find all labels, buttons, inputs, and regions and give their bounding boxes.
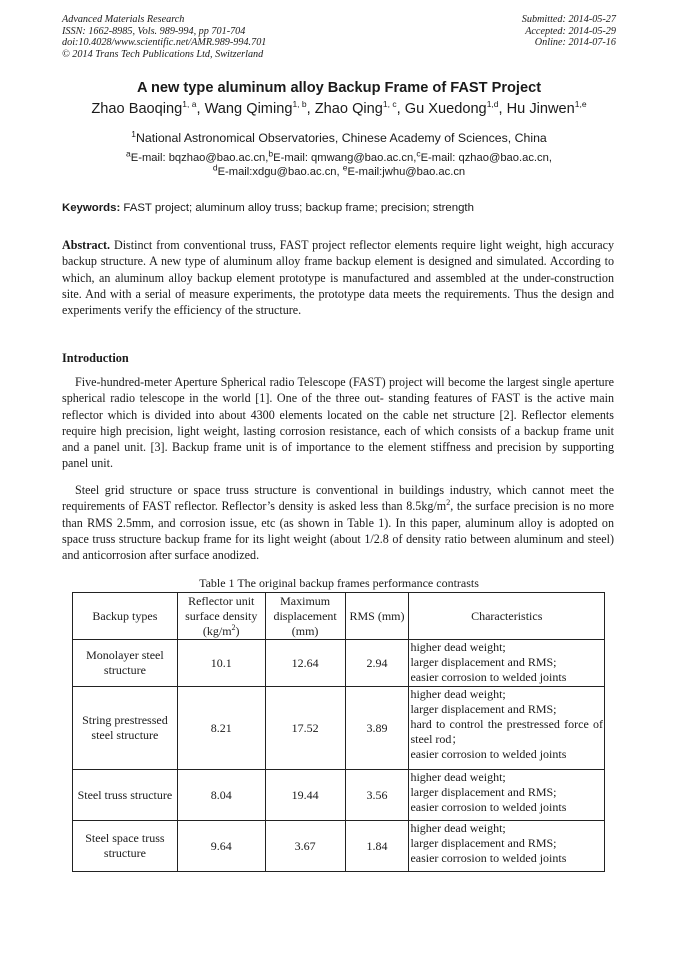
cell-characteristics: higher dead weight; larger displacement and RMS; easier corrosion to welded joints <box>409 640 605 687</box>
online-date: Online: 2014-07-16 <box>534 37 616 48</box>
cell-density: 8.04 <box>177 770 265 821</box>
cell-type: Monolayer steel structure <box>73 640 178 687</box>
table-caption: Table 1 The original backup frames performance contrasts <box>199 576 479 590</box>
author-list <box>0 101 678 117</box>
accepted-date: Accepted: 2014-05-29 <box>525 25 616 37</box>
author: Zhao Qing$^{1, c}$, <box>314 99 405 117</box>
cell-density: 9.64 <box>177 821 265 872</box>
cell-displacement: 12.64 <box>265 640 345 687</box>
table-header-row <box>73 593 605 640</box>
intro-paragraph-2: Steel grid structure or space truss structure is conventional in buildings industry, which cannot meet the requirements of FAST reflector. Reflector’s density is asked less than $8.5kg/m^2$, the surface precision is no more than RMS 2.5mm, and corrosion issue, etc (as shown in Table 1). In this paper, aluminum alloy is adopted on space truss structure backup frame for its light weight (about 1/2.8 of density ratio between aluminum and steel) and anticorrosion after surface anodized. <box>62 483 614 563</box>
header-rms: RMS (mm) <box>345 593 409 640</box>
email-line-2: $^d$E-mail:xdgu@bao.ac.cn, $^e$E-mail:jwhu@bao.ac.cn <box>212 162 466 178</box>
affiliation: $^1$National Astronomical Observatories, Chinese Academy of Sciences, China <box>131 128 547 145</box>
abstract <box>62 237 614 318</box>
cell-density: 8.21 <box>177 687 265 770</box>
cell-displacement: 19.44 <box>265 770 345 821</box>
cell-rms: 1.84 <box>345 821 409 872</box>
cell-characteristics: higher dead weight; larger displacement and RMS; hard to control the prestressed force of steel rod； easier corrosion to welded joints <box>409 687 605 770</box>
cell-rms: 2.94 <box>345 640 409 687</box>
cell-type: Steel truss structure <box>73 770 178 821</box>
cell-type: String prestressed steel structure <box>73 687 178 770</box>
copyright-line: © 2014 Trans Tech Publications Ltd, Switzerland <box>62 48 264 60</box>
header-left <box>62 14 266 60</box>
cell-characteristics: higher dead weight; larger displacement and RMS; easier corrosion to welded joints <box>409 770 605 821</box>
doi-line: doi:10.4028/www.scientific.net/AMR.989-994.701 <box>62 37 267 48</box>
email-link[interactable]: E-mail:xdgu@bao.ac.cn, <box>217 166 343 178</box>
section-heading-introduction: Introduction <box>62 351 129 365</box>
cell-displacement: 3.67 <box>265 821 345 872</box>
author: Wang Qiming$^{1, b}$, <box>204 99 315 117</box>
cell-rms: 3.89 <box>345 687 409 770</box>
issn-line: ISSN: 1662-8985, Vols. 989-994, pp 701-704 <box>62 25 246 37</box>
table-row <box>73 821 605 872</box>
header-density: Reflector unit surface density $(kg/m^2)$ <box>177 593 265 640</box>
header-backup-types: Backup types <box>73 593 178 640</box>
cell-type: Steel space truss structure <box>73 821 178 872</box>
journal-name: Advanced Materials Research <box>62 14 185 25</box>
cell-rms: 3.56 <box>345 770 409 821</box>
abstract-label: Abstract. <box>62 238 111 252</box>
email-link[interactable]: E-mail: qmwang@bao.ac.cn, <box>273 152 417 164</box>
keywords-label: Keywords: <box>62 202 121 214</box>
performance-table <box>72 592 605 872</box>
author: Gu Xuedong$^{1,d}$, <box>404 99 507 117</box>
submitted-date: Submitted: 2014-05-27 <box>521 14 616 25</box>
cell-density: 10.1 <box>177 640 265 687</box>
author: Zhao Baoqing$^{1, a}$, <box>91 99 205 117</box>
table-row <box>73 640 605 687</box>
email-link[interactable]: E-mail: bqzhao@bao.ac.cn, <box>130 152 269 164</box>
table-row <box>73 770 605 821</box>
email-link[interactable]: E-mail:jwhu@bao.ac.cn <box>347 166 466 178</box>
header-right <box>522 14 616 49</box>
intro-paragraph-1: Five-hundred-meter Aperture Spherical radio Telescope (FAST) project will become the largest single aperture spherical radio telescope in the world [1]. One of the three out- standing features of FAST is the active main reflector which is divided into about 4300 elements located on the cable net structure [2]. Reflector elements require high precision, light weight, lasting corrosion resistance, each of which consists of a backup frame unit and a panel unit. [3]. Backup frame unit is of importance to the element stiffness and precision by supporting panel unit. <box>62 375 614 471</box>
header-characteristics: Characteristics <box>409 593 605 640</box>
keywords <box>62 202 618 214</box>
email-link[interactable]: E-mail: qzhao@bao.ac.cn, <box>420 152 552 164</box>
cell-displacement: 17.52 <box>265 687 345 770</box>
email-block <box>0 148 678 179</box>
table-row <box>73 687 605 770</box>
cell-characteristics: higher dead weight; larger displacement and RMS; easier corrosion to welded joints <box>409 821 605 872</box>
header-max-displacement: Maximum displacement (mm) <box>265 593 345 640</box>
paper-title: A new type aluminum alloy Backup Frame of FAST Project <box>136 80 542 96</box>
keywords-text: FAST project; aluminum alloy truss; backup frame; precision; strength <box>120 202 474 214</box>
email-line-1: $^a$E-mail: bqzhao@bao.ac.cn,$^b$E-mail: qmwang@bao.ac.cn,$^c$E-mail: qzhao@bao.ac.cn, <box>126 148 552 164</box>
abstract-text: Distinct from conventional truss, FAST project reflector elements require light weight, high accuracy backup structure. A new type of aluminum alloy frame backup element is designed and simulated. According to which, an aluminum alloy backup element prototype is manufactured and assembled at the under-construction site. And with a serial of measure experiments, the prototype data meets the requirements. Thus the design and experiments verify the efficiency of the structure. <box>62 238 614 318</box>
author: Hu Jinwen$^{1,e}$ <box>506 99 587 117</box>
